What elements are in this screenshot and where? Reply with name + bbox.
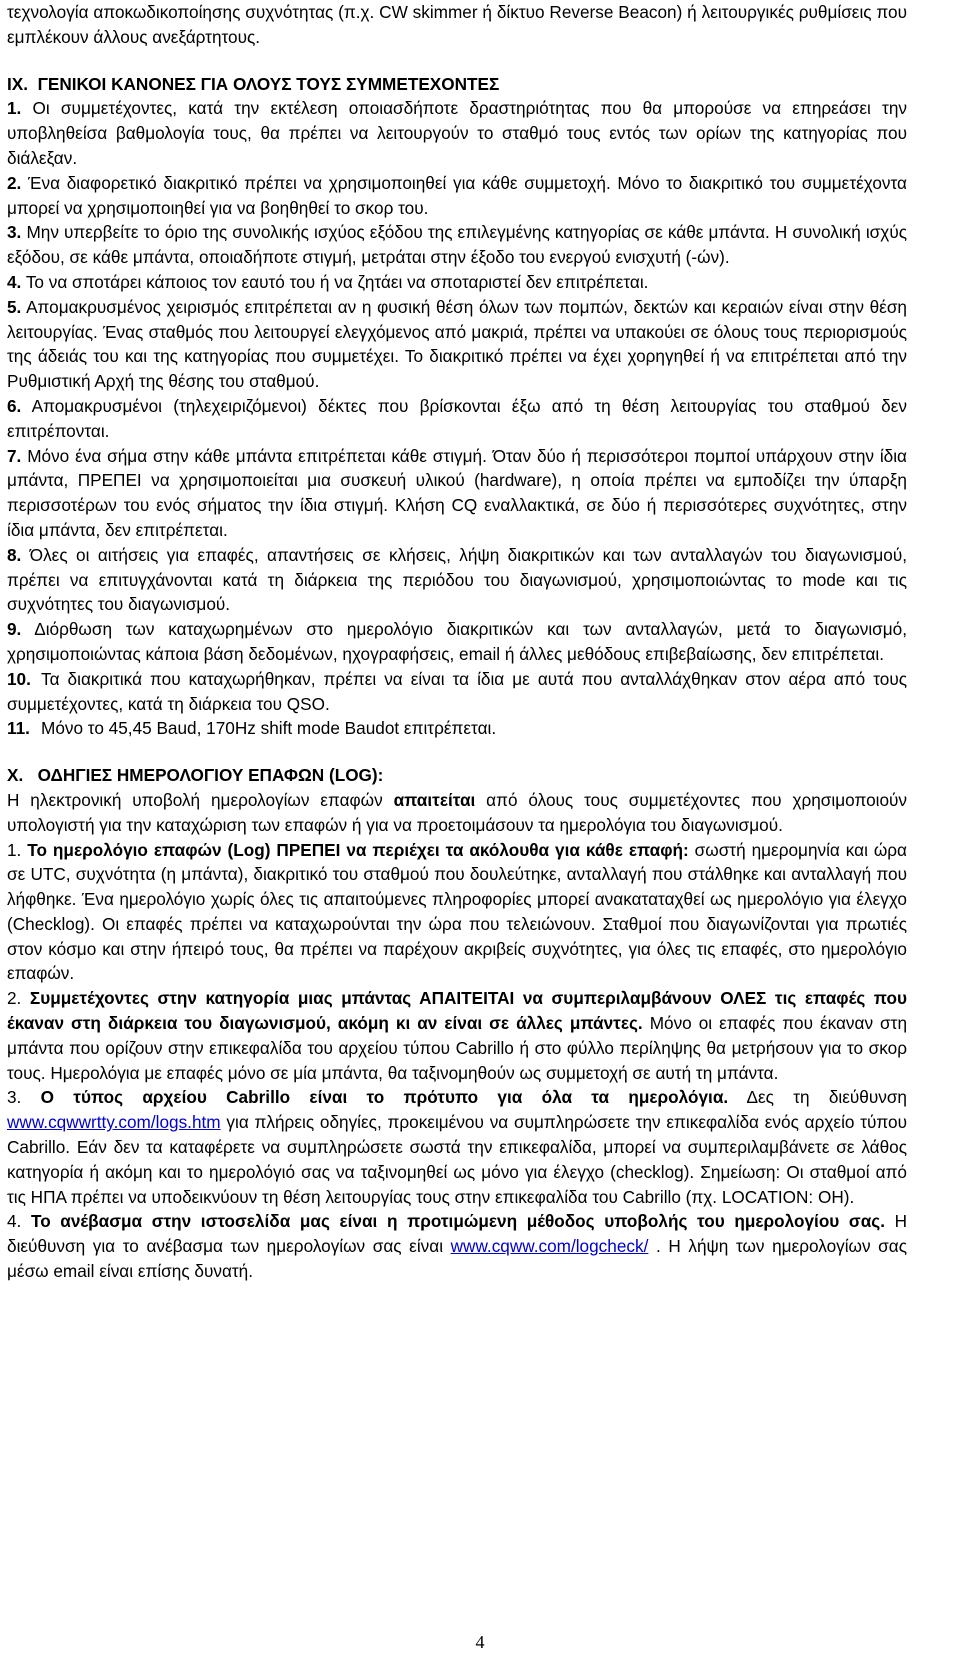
log-item-1-number: 1. (7, 839, 22, 860)
section-10-heading: X. ΟΔΗΓΙΕΣ ΗΜΕΡΟΛΟΓΙΟΥ ΕΠΑΦΩΝ (LOG): (7, 765, 384, 786)
rule-item (7, 667, 907, 717)
log-intro-text: Η ηλεκτρονική υποβολή ημερολογίων επαφών (7, 789, 394, 810)
rule-item (7, 295, 907, 394)
rule-number: 4. (7, 271, 22, 292)
intro-paragraph: τεχνολογία αποκωδικοποίησης συχνότητας (π.χ. CW skimmer ή δίκτυο Reverse Beacon) ή λειτουργικές ρυθμίσεις που εμπλέκουν άλλους ανεξάρτητους. (7, 2, 907, 47)
log-item-3 (7, 1085, 907, 1209)
log-item-2-number: 2. (7, 988, 22, 1009)
rule-item (7, 716, 907, 741)
rule-number: 8. (7, 544, 22, 565)
log-item-1-text: σωστή ημερομηνία και ώρα σε UTC, συχνότητα (η μπάντα), διακριτικό του σταθμού που δουλεύτηκε, ανταλλαγή που στάλθηκε και ανταλλαγή που λήφθηκε. Ένα ημερολόγιο χωρίς όλες τις απαιτούμενες πληροφορίες μπορεί ανακαταταχθεί ως ημερολόγιο για έλεγχο (Checklog). Οι επαφές πρέπει να καταχωρούνται την ώρα που τελειώνουν. Σταθμοί που διαγωνίζονται για πρωτιές στον κόσμο και στην ήπειρό τους, θα πρέπει να παρέχουν ακριβείς συχνότητες, για όλες τις επαφές, στο ημερολόγιο επαφών. (7, 839, 907, 984)
log-item-2-text: Μόνο οι επαφές που έκαναν στη μπάντα που ορίζουν στην επικεφαλίδα του αρχείου τύπου Cabrillo ή στο φύλλο περίληψης θα μετρήσουν για το σκορ τους. Ημερολόγια με επαφές μόνο σε μία μπάντα, θα ταξινομηθούν ως συμμετοχή σε αυτή τη μπάντα. (7, 1013, 908, 1083)
rule-text: Το να σποτάρει κάποιος τον εαυτό του ή να ζητάει να σποταριστεί δεν επιτρέπεται. (25, 271, 649, 292)
rule-number: 11. (7, 718, 30, 739)
logcheck-link[interactable]: www.cqww.com/logcheck/ (450, 1236, 649, 1257)
log-intro-paragraph (7, 788, 907, 838)
section-9-heading: IX. ΓΕΝΙΚΟΙ ΚΑΝΟΝΕΣ ΓΙΑ ΟΛΟΥΣ ΤΟΥΣ ΣΥΜΜΕΤΕΧΟΝΤΕΣ (7, 73, 500, 94)
rules-list (7, 96, 907, 741)
spacer (7, 741, 907, 763)
log-item-1-bold: Το ημερολόγιο επαφών (Log) ΠΡΕΠΕΙ να περιέχει τα ακόλουθα για κάθε επαφή: (27, 839, 689, 860)
rule-item (7, 617, 907, 667)
rule-text: Τα διακριτικά που καταχωρήθηκαν, πρέπει να είναι τα ίδια με αυτά που ανταλλάχθηκαν στον αέρα από τους συμμετέχοντες, κατά τη διάρκεια του QSO. (7, 668, 907, 714)
log-item-3-bold: Ο τύπος αρχείου Cabrillo είναι το πρότυπο για όλα τα ημερολόγια. (40, 1087, 729, 1108)
document-body (7, 0, 907, 1284)
rule-text: Ένα διαφορετικό διακριτικό πρέπει να χρησιμοποιηθεί για κάθε συμμετοχή. Μόνο το διακριτικό του συμμετέχοντα μπορεί να χρησιμοποιηθεί για να βοηθηθεί το σκορ του. (7, 172, 907, 218)
rule-number: 6. (7, 395, 22, 416)
rule-item (7, 394, 907, 444)
rule-item (7, 96, 907, 170)
log-item-4-text: Η διεύθυνση για το ανέβασμα των ημερολογίων σας είναι (7, 1211, 907, 1257)
rule-item (7, 171, 907, 221)
log-item-4-bold: Το ανέβασμα στην ιστοσελίδα μας είναι η προτιμώμενη μέθοδος υποβολής του ημερολογίου σας. (30, 1211, 885, 1232)
log-item-3-text-end: για πλήρεις οδηγίες, προκειμένου να συμπληρώσετε την επικεφαλίδα ενός αρχείο τύπου Cabrillo. Εάν δεν τα καταφέρετε να συμπληρώσετε σωστά την επικεφαλίδα, μπορεί να συμπεριλαμβάνετε σε λάθος κατηγορία ή ακόμη και το ημερολόγιό σας να ταξινομηθεί ως μόνο για έλεγχο (checklog). Σημείωση: Οι σταθμοί από τις ΗΠΑ πρέπει να υποδεικνύουν τη θέση λειτουργίας τους στην επικεφαλίδα του Cabrillo (πχ. LOCATION: OH). (7, 1112, 907, 1207)
rule-number: 1. (7, 98, 22, 119)
rule-text: Μόνο το 45,45 Baud, 170Hz shift mode Baudot επιτρέπεται. (41, 718, 497, 739)
rule-text: Διόρθωση των καταχωρημένων στο ημερολόγιο διακριτικών και των ανταλλαγών, μετά το διαγωνισμό, χρησιμοποιώντας κάποια βάση δεδομένων, ηχογραφήσεις, email ή άλλες μεθόδους επιβεβαίωσης, δεν επιτρέπεται. (7, 619, 907, 664)
log-item-2 (7, 986, 907, 1085)
log-intro-text-end: από όλους τους συμμετέχοντες που χρησιμοποιούν υπολογιστή για την καταχώριση των επαφών ή για να προετοιμάσουν τα ημερολόγια του διαγωνισμού. (7, 789, 907, 835)
log-item-4-text-end: . Η λήψη των ημερολογίων σας μέσω email είναι επίσης δυνατή. (7, 1236, 908, 1282)
logs-link[interactable]: www.cqwwrtty.com/logs.htm (7, 1112, 221, 1133)
rule-number: 7. (7, 445, 22, 466)
rule-number: 9. (7, 619, 22, 640)
log-item-4-number: 4. (7, 1211, 22, 1232)
rule-item (7, 543, 907, 617)
log-item-3-text: Δες τη διεύθυνση (728, 1087, 907, 1108)
rule-text: Απομακρυσμένος χειρισμός επιτρέπεται αν η φυσική θέση όλων των πομπών, δεκτών και κεραιών είναι στην θέση λειτουργίας. Ένας σταθμός που λειτουργεί ελεγχόμενος από μακριά, πρέπει να υπακούει σε όλους τους περιορισμούς της άδειάς του και της κατηγορίας που συμμετέχει. Το διακριτικό πρέπει να έχει χορηγηθεί ή να επιτρέπεται από την Ρυθμιστική Αρχή της θέσης του σταθμού. (7, 296, 907, 392)
spacer (7, 50, 907, 72)
rule-text: Μόνο ένα σήμα στην κάθε μπάντα επιτρέπεται κάθε στιγμή. Όταν δύο ή περισσότεροι πομποί υπάρχουν στην ίδια μπάντα, ΠΡΕΠΕΙ να χρησιμοποιείται μια συσκευή υλικού (hardware), η οποία πρέπει να εμποδίζει την ύπαρξη περισσοτέρων του ενός σήματος την ίδια στιγμή. Κλήση CQ εναλλακτικά, σε δύο ή περισσότερες συχνότητες, στην ίδια μπάντα, δεν επιτρέπεται. (7, 445, 907, 540)
rule-item (7, 270, 907, 295)
rule-item (7, 220, 907, 270)
log-item-2-bold: Συμμετέχοντες στην κατηγορία μιας μπάντας ΑΠΑΙΤΕΙΤΑΙ να συμπεριλαμβάνουν ΟΛΕΣ τις επαφές που έκαναν στη διάρκεια του διαγωνισμού, ακόμη κι αν είναι σε άλλες μπάντες. (7, 988, 907, 1034)
log-item-3-number: 3. (7, 1087, 22, 1108)
rule-text: Απομακρυσμένοι (τηλεχειριζόμενοι) δέκτες που βρίσκονται έξω από τη θέση λειτουργίας του σταθμού δεν επιτρέπονται. (7, 395, 907, 441)
rule-item (7, 444, 907, 543)
rule-number: 5. (7, 296, 22, 317)
rule-text: Οι συμμετέχοντες, κατά την εκτέλεση οποιασδήποτε δραστηριότητας που θα μπορούσε να επηρεάσει την υποβληθείσα βαθμολογία τους, θα πρέπει να λειτουργούν το σταθμό τους εντός των ορίων της κατηγορίας που διάλεξαν. (7, 98, 907, 168)
rule-text: Όλες οι αιτήσεις για επαφές, απαντήσεις σε κλήσεις, λήψη διακριτικών και των ανταλλαγών του διαγωνισμού, πρέπει να επιτυγχάνονται κατά τη διάρκεια της περιόδου του διαγωνισμού, χρησιμοποιώντας το mode και τις συχνότητες του διαγωνισμού. (7, 544, 908, 615)
rule-number: 10. (7, 668, 31, 689)
log-item-1 (7, 838, 907, 987)
log-intro-required: απαιτείται (393, 789, 476, 810)
rule-text: Μην υπερβείτε το όριο της συνολικής ισχύος εξόδου της επιλεγμένης κατηγορίας σε κάθε μπάντα. Η συνολική ισχύς εξόδου, σε κάθε μπάντα, οποιαδήποτε στιγμή, μετράται στην έξοδο του ενεργού ενισχυτή (-ών). (7, 222, 907, 268)
log-item-4 (7, 1209, 907, 1283)
rule-number: 3. (7, 222, 22, 243)
page-number: 4 (475, 1632, 485, 1652)
rule-number: 2. (7, 172, 22, 193)
